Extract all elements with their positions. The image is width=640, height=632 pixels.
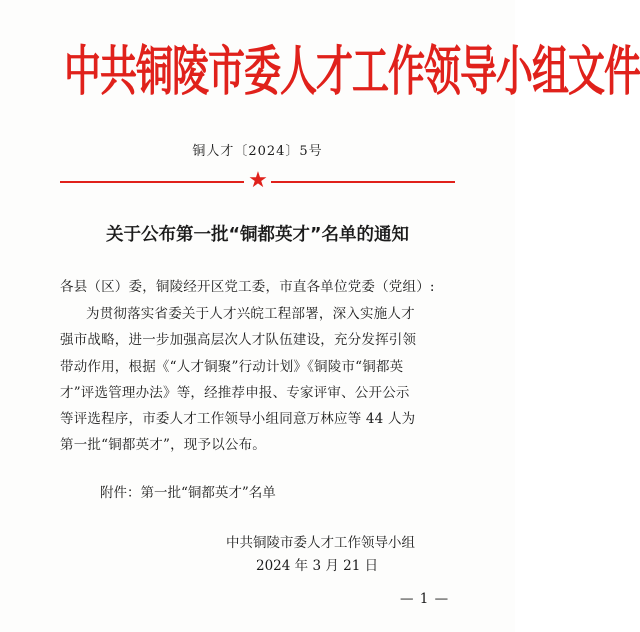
- red-divider: [60, 168, 455, 193]
- divider-line-left: [60, 181, 244, 183]
- notice-body-line: 带动作用，根据《“人才铜聚”行动计划》《铜陵市“铜都英: [60, 359, 404, 375]
- attachment-line: 附件：第一批“铜都英才”名单: [100, 485, 276, 501]
- notice-title: 关于公布第一批“铜都英才”名单的通知: [105, 225, 409, 245]
- document-number: 铜人才〔2024〕5号: [192, 144, 323, 159]
- notice-body-line: 为贯彻落实省委关于人才兴皖工程部署，深入实施人才: [86, 306, 415, 322]
- issuer-signature: 中共铜陵市委人才工作领导小组: [226, 535, 415, 551]
- document-masthead: 中共铜陵市委人才工作领导小组文件: [64, 40, 640, 103]
- notice-salutation: 各县（区）委，铜陵经开区党工委，市直各单位党委（党组）:: [60, 279, 435, 295]
- notice-body-line: 第一批“铜都英才”，现予以公布。: [60, 437, 267, 453]
- issue-date: 2024 年 3 月 21 日: [256, 558, 379, 574]
- notice-body-line: 等评选程序，市委人才工作领导小组同意万林应等 44 人为: [60, 411, 416, 427]
- notice-body-line: 强市战略，进一步加强高层次人才队伍建设，充分发挥引领: [60, 332, 417, 348]
- notice-body-line: 才”评选管理办法》等，经推荐申报、专家评审、公开公示: [60, 385, 410, 401]
- star-icon: ★: [248, 168, 268, 193]
- page-number: — 1 —: [400, 591, 450, 607]
- divider-line-right: [271, 181, 455, 183]
